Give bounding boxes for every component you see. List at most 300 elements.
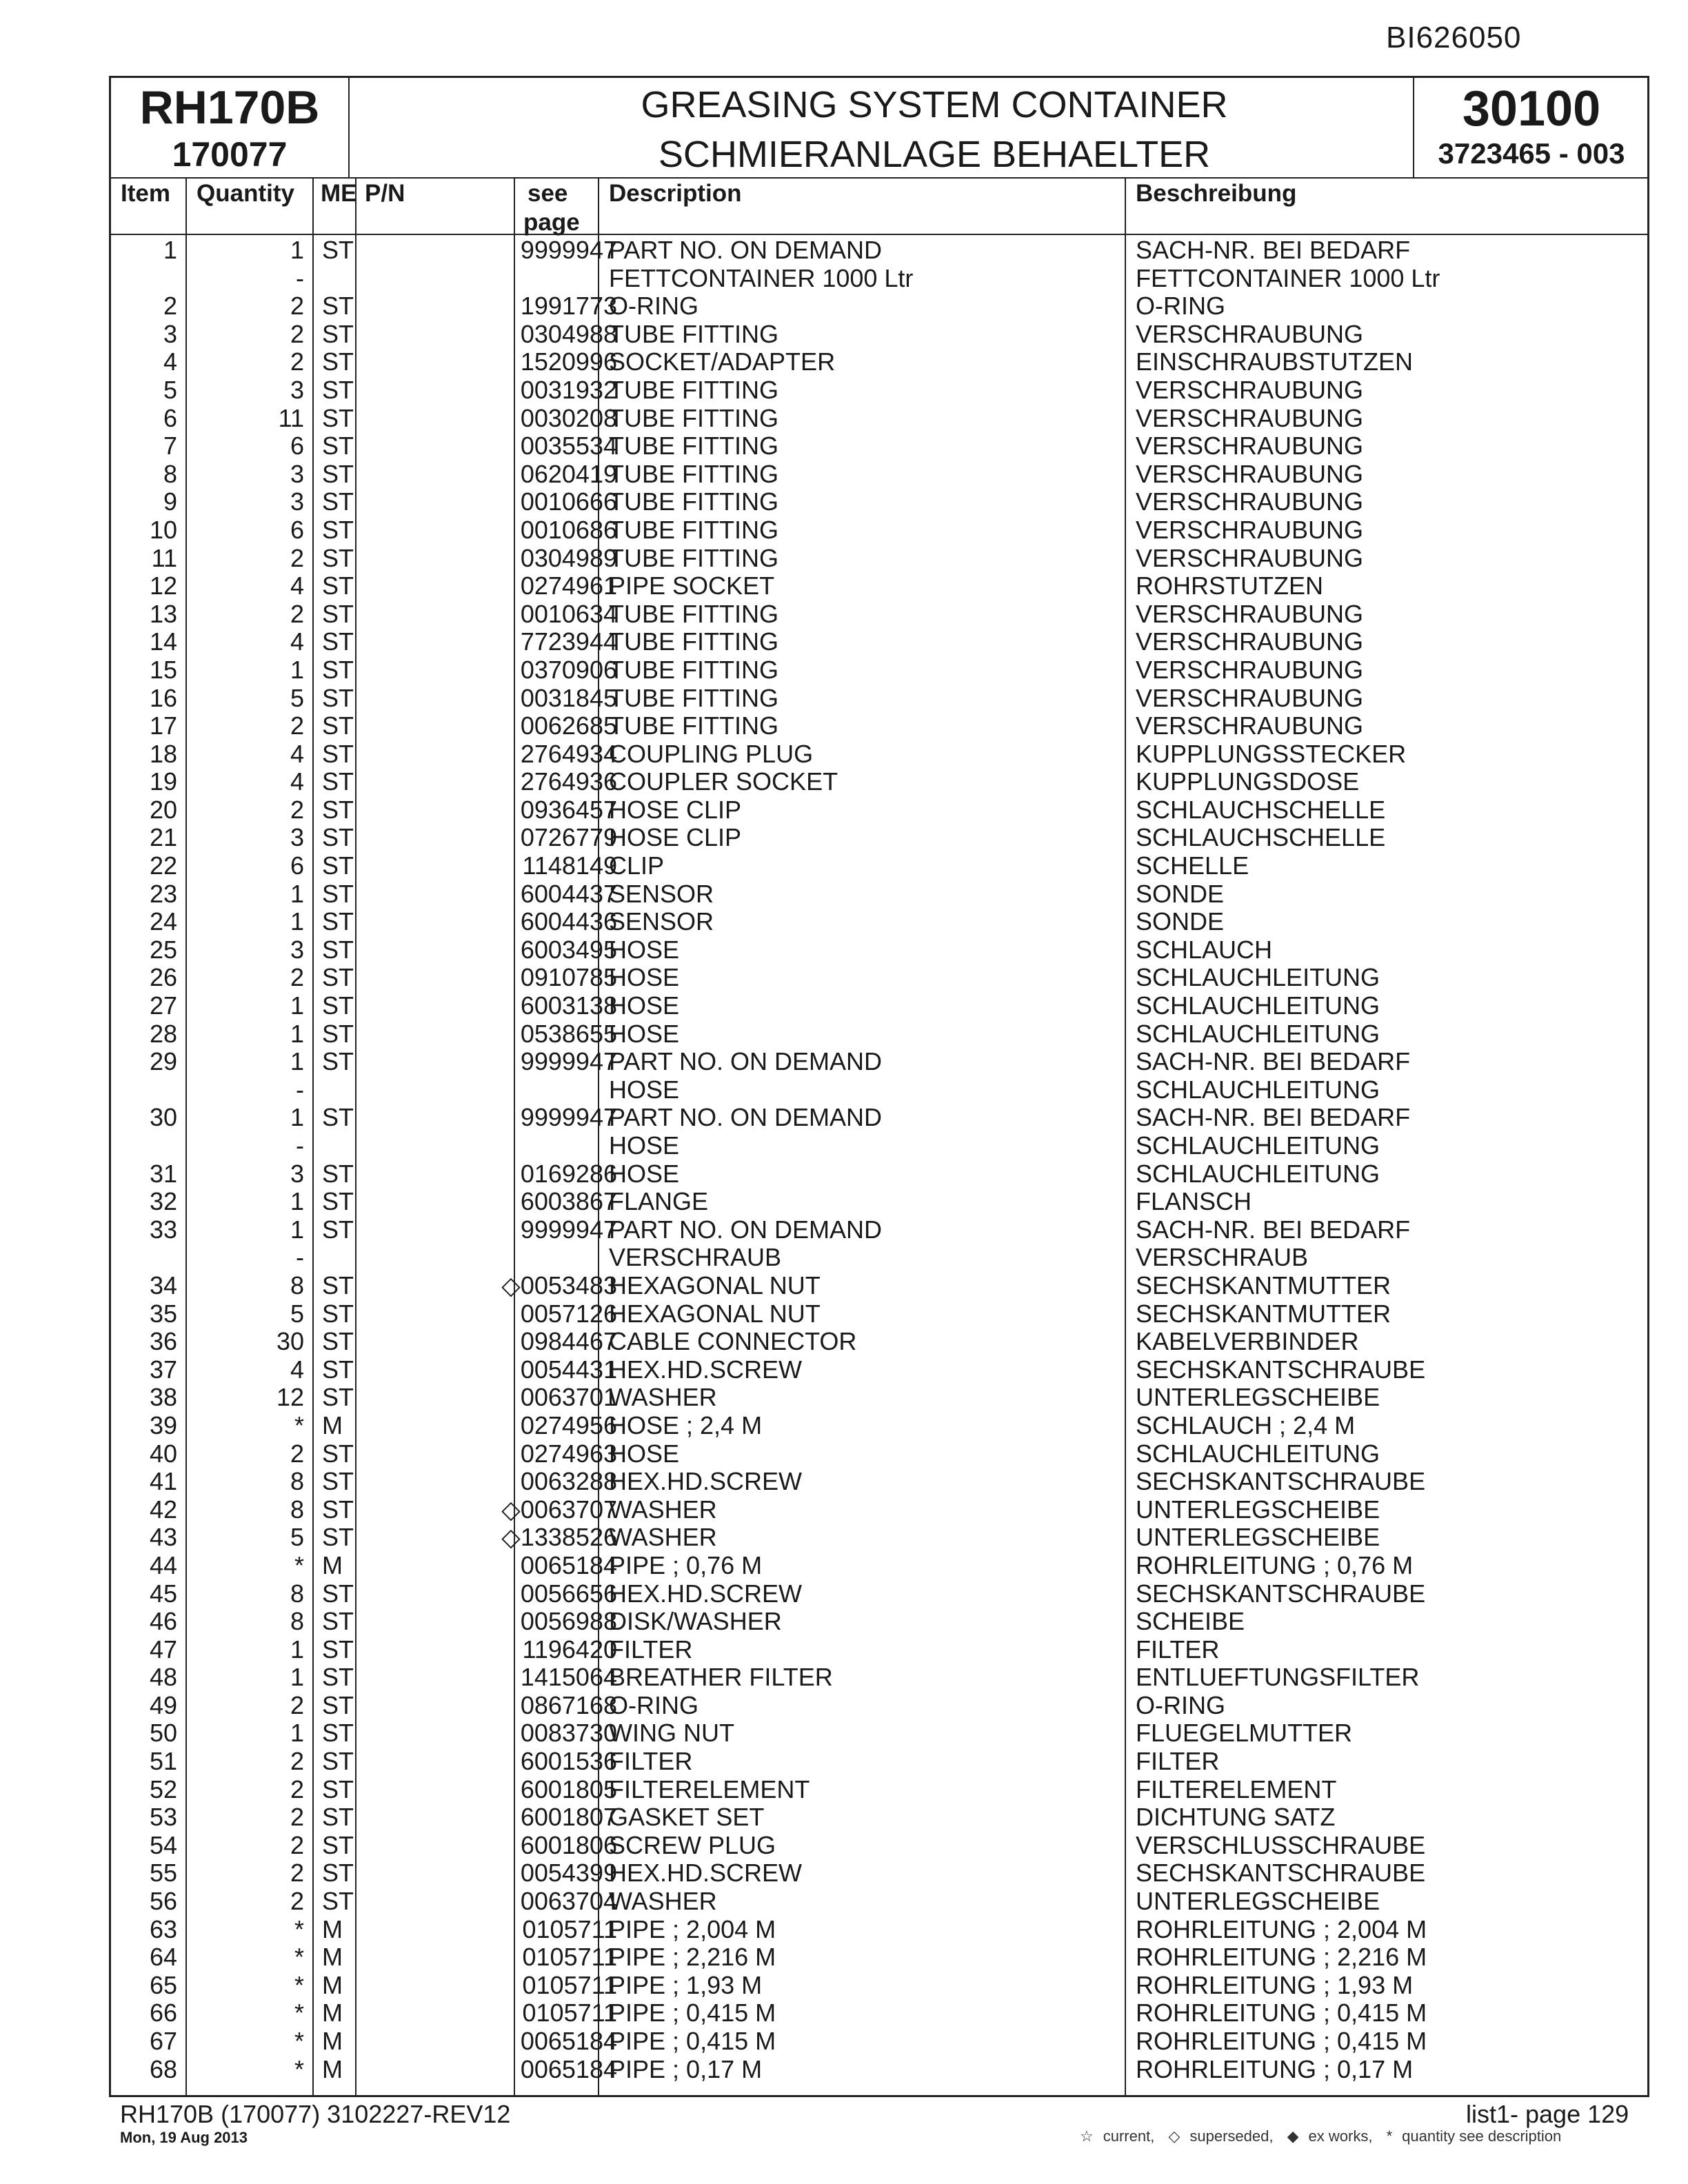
legend-superseded: superseded, <box>1189 2127 1274 2145</box>
cell-item: 65 <box>149 1970 177 1999</box>
cell-description: TUBE FITTING <box>609 432 778 461</box>
cell-quantity: 4 <box>290 572 304 600</box>
cell-beschreibung: VERSCHRAUBUNG <box>1136 599 1364 628</box>
cell-me: ST <box>322 1159 354 1188</box>
cell-description: FETTCONTAINER 1000 Ltr <box>609 263 914 292</box>
cell-beschreibung: SECHSKANTSCHRAUBE <box>1136 1579 1426 1608</box>
cell-pn: 0057126 <box>520 1299 617 1328</box>
cell-item: 16 <box>149 683 177 712</box>
cell-me: ST <box>322 1187 354 1216</box>
cell-pn: 0936457 <box>520 795 617 824</box>
cell-quantity: 6 <box>290 851 304 880</box>
cell-item: 50 <box>149 1719 177 1748</box>
cell-me: ST <box>322 1047 354 1076</box>
cell-pn: 0010634 <box>520 599 617 628</box>
cell-description: TUBE FITTING <box>609 403 778 432</box>
cell-pn: 9999947 <box>520 236 617 264</box>
cell-item: 35 <box>149 1299 177 1328</box>
cell-description: PIPE ; 0,76 M <box>609 1550 763 1579</box>
cell-me: ST <box>322 459 354 488</box>
cell-me: ST <box>322 1439 354 1468</box>
cell-quantity: * <box>294 1970 304 1999</box>
table-row <box>111 1020 1651 1049</box>
cell-pn: 6004436 <box>520 907 617 936</box>
cell-quantity: 1 <box>290 1215 304 1244</box>
cell-beschreibung: ROHRLEITUNG ; 1,93 M <box>1136 1970 1414 1999</box>
cell-description: PART NO. ON DEMAND <box>609 236 883 264</box>
cell-quantity: 6 <box>290 432 304 461</box>
cell-beschreibung: ROHRLEITUNG ; 0,415 M <box>1136 1999 1427 2028</box>
cell-me: ST <box>322 599 354 628</box>
cell-quantity: 3 <box>290 459 304 488</box>
cell-quantity: * <box>294 2054 304 2083</box>
table-row <box>111 1999 1651 2028</box>
cell-pn: 0304988 <box>520 319 617 348</box>
cell-quantity: 1 <box>290 236 304 264</box>
table-row <box>111 1300 1651 1328</box>
cell-pn: 0063288 <box>520 1467 617 1496</box>
footer-doc-id: RH170B (170077) 3102227-REV12 <box>120 2100 511 2128</box>
cell-item: 9 <box>163 487 177 516</box>
cell-description: SOCKET/ADAPTER <box>609 347 836 376</box>
table-row <box>111 1943 1651 1972</box>
cell-description: HEX.HD.SCREW <box>609 1579 803 1608</box>
cell-description: PIPE ; 2,216 M <box>609 1943 776 1972</box>
col-header-beschreibung: Beschreibung <box>1136 180 1297 207</box>
table-row <box>111 1104 1651 1132</box>
table-row <box>111 852 1651 880</box>
cell-beschreibung: ROHRLEITUNG ; 2,004 M <box>1136 1914 1427 1943</box>
table-row <box>111 1496 1651 1524</box>
cell-me: ST <box>322 1495 354 1524</box>
cell-quantity: 8 <box>290 1495 304 1524</box>
cell-item: 20 <box>149 795 177 824</box>
cell-pn: 0065184 <box>520 2027 617 2055</box>
legend-current: current, <box>1103 2127 1155 2145</box>
table-row <box>111 545 1651 573</box>
cell-beschreibung: ROHRLEITUNG ; 2,216 M <box>1136 1943 1427 1972</box>
cell-pn: 1196420 <box>522 1635 617 1664</box>
parts-table-body <box>111 236 1651 2083</box>
table-row <box>111 1664 1651 1692</box>
cell-description: CABLE CONNECTOR <box>609 1327 857 1356</box>
cell-item: 56 <box>149 1887 177 1916</box>
table-row <box>111 1776 1651 1804</box>
cell-quantity: 3 <box>290 935 304 964</box>
cell-pn: 0105711 <box>522 1943 617 1972</box>
cell-pn: 0056988 <box>520 1607 617 1636</box>
model-number: 170077 <box>172 135 288 174</box>
cell-me: ST <box>322 1271 354 1300</box>
cell-quantity: 1 <box>290 1719 304 1748</box>
cell-me: M <box>322 2027 343 2055</box>
cell-me: ST <box>322 1803 354 1832</box>
cell-me: ST <box>322 319 354 348</box>
cell-item: 21 <box>149 823 177 852</box>
table-row <box>111 740 1651 769</box>
cell-item: 4 <box>163 347 177 376</box>
cell-quantity: - <box>296 1075 304 1104</box>
cell-quantity: * <box>294 1550 304 1579</box>
cell-pn: 1991773 <box>520 292 617 321</box>
cell-description: HOSE <box>609 991 680 1020</box>
cell-me: ST <box>322 767 354 796</box>
cell-item: 41 <box>149 1467 177 1496</box>
table-row <box>111 488 1651 516</box>
cell-beschreibung: VERSCHRAUBUNG <box>1136 655 1364 684</box>
cell-pn: 0867168 <box>520 1690 617 1719</box>
cell-description: WASHER <box>609 1495 717 1524</box>
cell-description: TUBE FITTING <box>609 627 778 656</box>
table-row <box>111 265 1651 293</box>
cell-beschreibung: VERSCHRAUBUNG <box>1136 683 1364 712</box>
cell-description: CLIP <box>609 851 665 880</box>
cell-item: 67 <box>149 2027 177 2055</box>
cell-quantity: 3 <box>290 823 304 852</box>
cell-item: 2 <box>163 292 177 321</box>
cell-beschreibung: SCHLAUCH ; 2,4 M <box>1136 1410 1356 1439</box>
cell-me: ST <box>322 1355 354 1384</box>
cell-quantity: 2 <box>290 319 304 348</box>
cell-me: ST <box>322 655 354 684</box>
cell-beschreibung: VERSCHLUSSCHRAUBE <box>1136 1830 1426 1859</box>
cell-beschreibung: ROHRSTUTZEN <box>1136 572 1323 600</box>
cell-beschreibung: SCHLAUCHLEITUNG <box>1136 1159 1380 1188</box>
cell-beschreibung: UNTERLEGSCHEIBE <box>1136 1887 1380 1916</box>
cell-beschreibung: FETTCONTAINER 1000 Ltr <box>1136 263 1440 292</box>
cell-beschreibung: SCHLAUCHSCHELLE <box>1136 823 1386 852</box>
cell-item: 27 <box>149 991 177 1020</box>
cell-description: HEX.HD.SCREW <box>609 1859 803 1888</box>
cell-pn: 0274956 <box>520 1410 617 1439</box>
cell-description: WING NUT <box>609 1719 734 1748</box>
cell-description: HOSE <box>609 1131 680 1160</box>
cell-item: 64 <box>149 1943 177 1972</box>
cell-beschreibung: DICHTUNG SATZ <box>1136 1803 1336 1832</box>
cell-quantity: 30 <box>276 1327 304 1356</box>
cell-beschreibung: VERSCHRAUBUNG <box>1136 432 1364 461</box>
table-row <box>111 712 1651 740</box>
cell-quantity: - <box>296 263 304 292</box>
cell-quantity: 2 <box>290 599 304 628</box>
cell-quantity: 1 <box>290 1019 304 1048</box>
cell-description: PIPE ; 1,93 M <box>609 1970 763 1999</box>
cell-quantity: 2 <box>290 1803 304 1832</box>
cell-pn: 0105711 <box>522 1914 617 1943</box>
cell-pn: 2764936 <box>520 767 617 796</box>
cell-beschreibung: SACH-NR. BEI BEDARF <box>1136 236 1411 264</box>
cell-item: 28 <box>149 1019 177 1048</box>
cell-pn: 9999947 <box>520 1047 617 1076</box>
cell-pn: 6003495 <box>520 935 617 964</box>
cell-me: ST <box>322 432 354 461</box>
cell-item: 12 <box>149 572 177 600</box>
cell-item: 11 <box>151 543 177 572</box>
cell-item: 48 <box>149 1663 177 1692</box>
table-row <box>111 572 1651 600</box>
cell-beschreibung: SCHLAUCHLEITUNG <box>1136 963 1380 992</box>
cell-beschreibung: SACH-NR. BEI BEDARF <box>1136 1103 1411 1132</box>
cell-description: HEXAGONAL NUT <box>609 1271 821 1300</box>
legend <box>1080 2127 1571 2145</box>
cell-quantity: 1 <box>290 907 304 936</box>
table-row <box>111 1608 1651 1636</box>
table-row <box>111 1244 1651 1272</box>
cell-beschreibung: VERSCHRAUBUNG <box>1136 319 1364 348</box>
cell-item: 30 <box>149 1103 177 1132</box>
cell-description: TUBE FITTING <box>609 655 778 684</box>
cell-me: M <box>322 1970 343 1999</box>
cell-quantity: - <box>296 1131 304 1160</box>
table-row <box>111 1916 1651 1944</box>
cell-description: PIPE ; 2,004 M <box>609 1914 776 1943</box>
cell-description: FLANGE <box>609 1187 709 1216</box>
cell-quantity: 3 <box>290 375 304 404</box>
cell-beschreibung: SACH-NR. BEI BEDARF <box>1136 1215 1411 1244</box>
cell-description: HEXAGONAL NUT <box>609 1299 821 1328</box>
table-row <box>111 628 1651 656</box>
table-row <box>111 1552 1651 1580</box>
cell-beschreibung: SCHLAUCH <box>1136 935 1273 964</box>
cell-item: 53 <box>149 1803 177 1832</box>
table-row <box>111 461 1651 489</box>
cell-pn: 0370906 <box>520 655 617 684</box>
table-row <box>111 1803 1651 1832</box>
cell-beschreibung: VERSCHRAUBUNG <box>1136 459 1364 488</box>
divider <box>111 177 1647 179</box>
cell-quantity: 2 <box>290 1887 304 1916</box>
cell-me: M <box>322 1410 343 1439</box>
table-row <box>111 292 1651 321</box>
cell-pn: 0031845 <box>520 683 617 712</box>
cell-description: HOSE <box>609 963 680 992</box>
table-row <box>111 1440 1651 1468</box>
cell-description: HOSE CLIP <box>609 795 742 824</box>
cell-pn: 0274963 <box>520 1439 617 1468</box>
cell-description: BREATHER FILTER <box>609 1663 833 1692</box>
cell-pn: 0035534 <box>520 432 617 461</box>
cell-quantity: 2 <box>290 347 304 376</box>
cell-item: 52 <box>149 1775 177 1803</box>
cell-quantity: 1 <box>290 1187 304 1216</box>
cell-description: HEX.HD.SCREW <box>609 1355 803 1384</box>
cell-description: DISK/WASHER <box>609 1607 782 1636</box>
cell-item: 17 <box>149 711 177 740</box>
cell-item: 26 <box>149 963 177 992</box>
cell-me: M <box>322 1914 343 1943</box>
legend-quantity: quantity see description <box>1402 2127 1562 2145</box>
cell-beschreibung: SONDE <box>1136 879 1225 908</box>
cell-me: M <box>322 1943 343 1972</box>
table-row <box>111 2028 1651 2056</box>
cell-me: ST <box>322 1887 354 1916</box>
cell-quantity: 1 <box>290 879 304 908</box>
table-row <box>111 348 1651 376</box>
cell-quantity: 2 <box>290 1747 304 1776</box>
cell-me: ST <box>322 1747 354 1776</box>
cell-pn: 0062685 <box>520 711 617 740</box>
cell-quantity: 8 <box>290 1579 304 1608</box>
table-row <box>111 1356 1651 1384</box>
cell-item: 43 <box>149 1523 177 1552</box>
table-row <box>111 936 1651 964</box>
cell-description: COUPLING PLUG <box>609 739 814 768</box>
cell-description: COUPLER SOCKET <box>609 767 838 796</box>
cell-pn: 0054431 <box>520 1355 617 1384</box>
cell-pn: 0169286 <box>520 1159 617 1188</box>
cell-me: ST <box>322 1523 354 1552</box>
cell-quantity: 2 <box>290 1775 304 1803</box>
cell-beschreibung: VERSCHRAUBUNG <box>1136 487 1364 516</box>
cell-description: PIPE ; 0,17 M <box>609 2054 763 2083</box>
cell-pn: 6001806 <box>520 1830 617 1859</box>
table-row <box>111 376 1651 405</box>
cell-pn: 0984467 <box>520 1327 617 1356</box>
cell-me: ST <box>322 515 354 544</box>
cell-quantity: 2 <box>290 543 304 572</box>
cell-beschreibung: EINSCHRAUBSTUTZEN <box>1136 347 1414 376</box>
cell-me: ST <box>322 375 354 404</box>
cell-quantity: 11 <box>278 403 304 432</box>
cell-me: ST <box>322 1215 354 1244</box>
cell-item: 68 <box>149 2054 177 2083</box>
table-row <box>111 1719 1651 1748</box>
cell-pn: 0620419 <box>520 459 617 488</box>
cell-pn: 6003138 <box>520 991 617 1020</box>
cell-pn: 0030208 <box>520 403 617 432</box>
cell-beschreibung: SECHSKANTSCHRAUBE <box>1136 1467 1426 1496</box>
cell-description: VERSCHRAUB <box>609 1243 782 1272</box>
cell-beschreibung: SCHLAUCHLEITUNG <box>1136 1131 1380 1160</box>
cell-beschreibung: KUPPLUNGSSTECKER <box>1136 739 1407 768</box>
cell-item: 34 <box>149 1271 177 1300</box>
table-row <box>111 1636 1651 1664</box>
cell-pn: ◇0063707 <box>501 1495 617 1524</box>
table-row <box>111 1216 1651 1244</box>
col-header-me: ME <box>321 180 357 207</box>
cell-beschreibung: SCHELLE <box>1136 851 1249 880</box>
cell-quantity: - <box>296 1243 304 1272</box>
cell-item: 63 <box>149 1914 177 1943</box>
col-header-quantity: Quantity <box>197 180 294 207</box>
diamond-outline-icon: ◇ <box>1168 2127 1180 2145</box>
cell-beschreibung: VERSCHRAUBUNG <box>1136 403 1364 432</box>
cell-item: 66 <box>149 1999 177 2028</box>
cell-pn: 9999947 <box>520 1215 617 1244</box>
cell-beschreibung: ENTLUEFTUNGSFILTER <box>1136 1663 1420 1692</box>
cell-pn: 6001805 <box>520 1775 617 1803</box>
cell-quantity: 8 <box>290 1607 304 1636</box>
cell-pn: 1415064 <box>520 1663 617 1692</box>
cell-pn: ◇1338526 <box>501 1523 617 1552</box>
cell-description: FILTERELEMENT <box>609 1775 810 1803</box>
cell-pn: 6004437 <box>520 879 617 908</box>
cell-quantity: 1 <box>290 1635 304 1664</box>
cell-beschreibung: KUPPLUNGSDOSE <box>1136 767 1360 796</box>
table-row <box>111 1412 1651 1440</box>
cell-beschreibung: SECHSKANTMUTTER <box>1136 1271 1391 1300</box>
cell-beschreibung: ROHRLEITUNG ; 0,76 M <box>1136 1550 1414 1579</box>
table-row <box>111 1188 1651 1216</box>
table-row <box>111 685 1651 713</box>
cell-beschreibung: UNTERLEGSCHEIBE <box>1136 1523 1380 1552</box>
group-number: 30100 <box>1462 81 1601 136</box>
cell-beschreibung: SCHLAUCHLEITUNG <box>1136 1439 1380 1468</box>
cell-me: ST <box>322 991 354 1020</box>
cell-pn: 0063704 <box>520 1887 617 1916</box>
cell-description: PIPE SOCKET <box>609 572 775 600</box>
table-row <box>111 405 1651 433</box>
cell-pn: 2764934 <box>520 739 617 768</box>
cell-beschreibung: VERSCHRAUBUNG <box>1136 515 1364 544</box>
cell-pn: 0065184 <box>520 2054 617 2083</box>
cell-pn: 0056656 <box>520 1579 617 1608</box>
cell-pn: 1148149 <box>522 851 617 880</box>
cell-item: 1 <box>163 236 177 264</box>
cell-beschreibung: VERSCHRAUB <box>1136 1243 1309 1272</box>
cell-pn: 0105711 <box>522 1999 617 2028</box>
cell-description: HOSE <box>609 1019 680 1048</box>
cell-pn: 9999947 <box>520 1103 617 1132</box>
cell-pn: 0274961 <box>520 572 617 600</box>
cell-me: ST <box>322 1383 354 1412</box>
table-row <box>111 1748 1651 1776</box>
table-row <box>111 1048 1651 1076</box>
cell-item: 55 <box>149 1859 177 1888</box>
cell-me: M <box>322 1999 343 2028</box>
cell-beschreibung: ROHRLEITUNG ; 0,415 M <box>1136 2027 1427 2055</box>
footer-page: list1- page 129 <box>1466 2100 1629 2128</box>
cell-description: PIPE ; 0,415 M <box>609 2027 776 2055</box>
cell-quantity: 3 <box>290 487 304 516</box>
table-row <box>111 2056 1651 2084</box>
col-header-description: Description <box>609 180 742 207</box>
cell-me: ST <box>322 1830 354 1859</box>
cell-me: ST <box>322 627 354 656</box>
cell-beschreibung: FILTERELEMENT <box>1136 1775 1337 1803</box>
cell-quantity: * <box>294 1943 304 1972</box>
cell-pn: 7723944 <box>520 627 617 656</box>
cell-quantity: * <box>294 2027 304 2055</box>
cell-pn: 0910785 <box>520 963 617 992</box>
cell-me: ST <box>322 543 354 572</box>
cell-pn: 0726779 <box>520 823 617 852</box>
table-row <box>111 824 1651 852</box>
title-english: GREASING SYSTEM CONTAINER <box>641 84 1228 125</box>
cell-description: HOSE <box>609 1159 680 1188</box>
cell-quantity: 2 <box>290 1439 304 1468</box>
cell-pn: 0010686 <box>520 515 617 544</box>
document-reference: BI626050 <box>1386 21 1522 54</box>
star-icon: ☆ <box>1080 2127 1094 2145</box>
cell-quantity: 4 <box>290 767 304 796</box>
cell-quantity: 5 <box>290 1523 304 1552</box>
cell-me: ST <box>322 1467 354 1496</box>
cell-item: 54 <box>149 1830 177 1859</box>
cell-description: HOSE <box>609 935 680 964</box>
cell-description: TUBE FITTING <box>609 711 778 740</box>
cell-quantity: 1 <box>290 1103 304 1132</box>
cell-beschreibung: ROHRLEITUNG ; 0,17 M <box>1136 2054 1414 2083</box>
cell-description: TUBE FITTING <box>609 459 778 488</box>
cell-beschreibung: O-RING <box>1136 1690 1225 1719</box>
cell-quantity: 5 <box>290 1299 304 1328</box>
cell-me: ST <box>322 1327 354 1356</box>
cell-beschreibung: SCHLAUCHLEITUNG <box>1136 1075 1380 1104</box>
parts-list-frame <box>109 76 1649 2097</box>
cell-quantity: 4 <box>290 627 304 656</box>
cell-pn: ◇0053483 <box>501 1271 617 1300</box>
